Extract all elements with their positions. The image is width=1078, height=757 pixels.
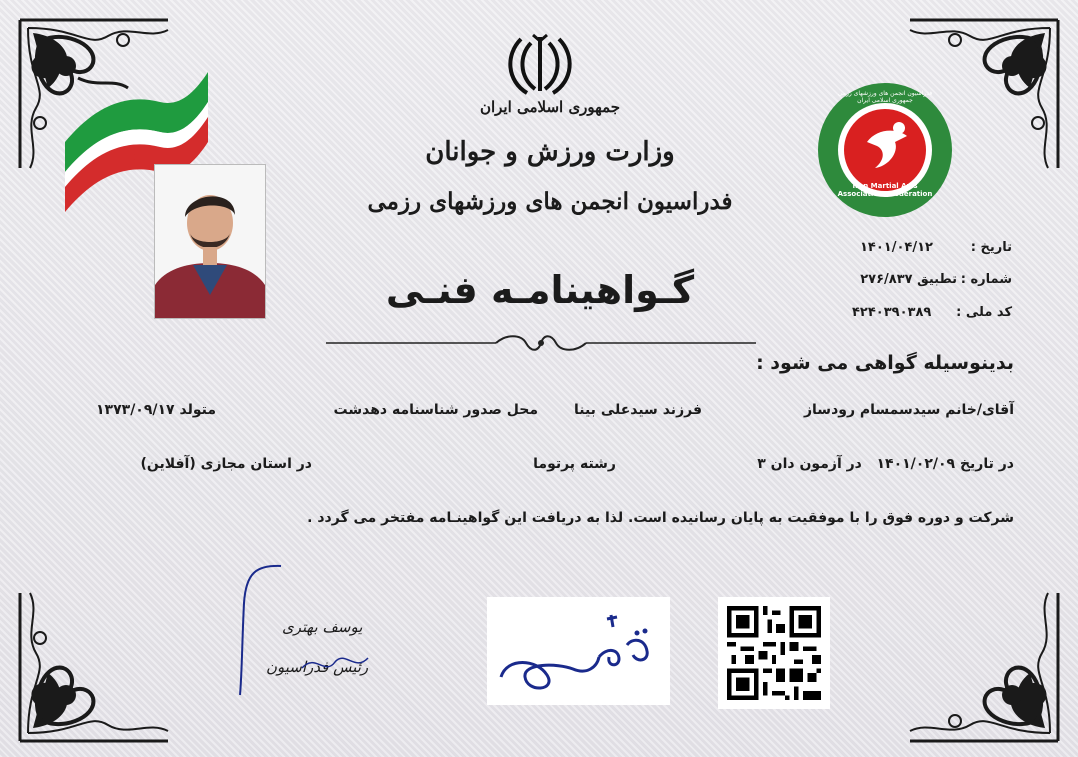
exam-date-value: ۱۴۰۱/۰۲/۰۹: [876, 456, 956, 472]
father-label: فرزند: [662, 402, 702, 418]
exam-label: در آزمون: [799, 456, 862, 472]
corner-ornament-bottom-left: [18, 573, 188, 743]
signer-role: رئیس فدراسیون: [266, 658, 369, 676]
province-label: در استان: [250, 456, 312, 472]
province-row: [140, 456, 312, 472]
divider-ornament: [326, 332, 756, 354]
date-label: تاریخ :: [970, 240, 1012, 255]
holder-photo: [154, 164, 266, 319]
qr-code-box: [718, 597, 830, 709]
province-value: مجازی (آفلاین): [140, 456, 246, 472]
republic-heading: جمهوری اسلامی ایران: [479, 98, 621, 116]
issue-label: محل صدور شناسنامه: [391, 402, 538, 418]
birth-value: ۱۳۷۳/۰۹/۱۷: [96, 402, 175, 418]
signature-scribble-icon: [300, 648, 370, 678]
issue-row: [334, 402, 538, 418]
field-row: [533, 456, 616, 472]
number-value: تطبیق ۲۷۶/۸۳۷: [860, 272, 957, 287]
signature-stroke-icon: [236, 563, 286, 698]
birth-row: [96, 402, 216, 418]
closing-text: شرکت و دوره فوق را با موفقیت به پایان رسانیده است. لذا به دریافت این گواهینـامه مفتخر می گردد .: [307, 510, 1014, 526]
intro-text: بدینوسیله گواهی می شود :: [756, 352, 1014, 374]
field-value: پرتوما: [533, 456, 576, 472]
qr-code-icon: [718, 597, 830, 709]
father-row: [574, 402, 702, 418]
iran-emblem-icon: [505, 33, 575, 95]
certificate-title: گـواهینامـه فنـی: [385, 268, 695, 312]
national-id-value: ۴۲۴۰۳۹۰۳۸۹: [852, 305, 932, 320]
stamp-signature-box: [487, 597, 670, 705]
person-photo-icon: [155, 165, 265, 318]
national-id-label: کد ملی :: [956, 305, 1012, 320]
birth-label: متولد: [179, 402, 216, 418]
father-value: سیدعلی بینا: [574, 402, 658, 418]
date-value: ۱۴۰۱/۰۴/۱۲: [860, 240, 933, 255]
name-label: آقای/خانم: [945, 402, 1014, 418]
ministry-heading: وزارت ورزش و جوانان: [425, 137, 675, 167]
name-row: [804, 402, 1014, 418]
exam-row: [757, 456, 1014, 472]
issue-value: دهدشت: [333, 402, 388, 418]
number-label: شماره :: [960, 272, 1012, 287]
signer-name: یوسف بهتری: [282, 618, 363, 636]
corner-ornament-bottom-right: [890, 573, 1060, 743]
exam-value: دان ۳: [757, 456, 795, 472]
handwritten-signature-icon: [487, 597, 670, 705]
federation-heading: فدراسیون انجمن های ورزشهای رزمی: [367, 188, 733, 215]
exam-date-label: در تاریخ: [959, 456, 1014, 472]
field-label: رشته: [579, 456, 616, 472]
name-value: سیدسمسام رودساز: [803, 402, 941, 418]
seal-english-text: Iran Martial Arts Associations Federation: [837, 182, 933, 198]
seal-persian-text: فدراسیون انجمن های ورزشهای رزمی جمهوری اسلامی ایران: [837, 90, 933, 104]
